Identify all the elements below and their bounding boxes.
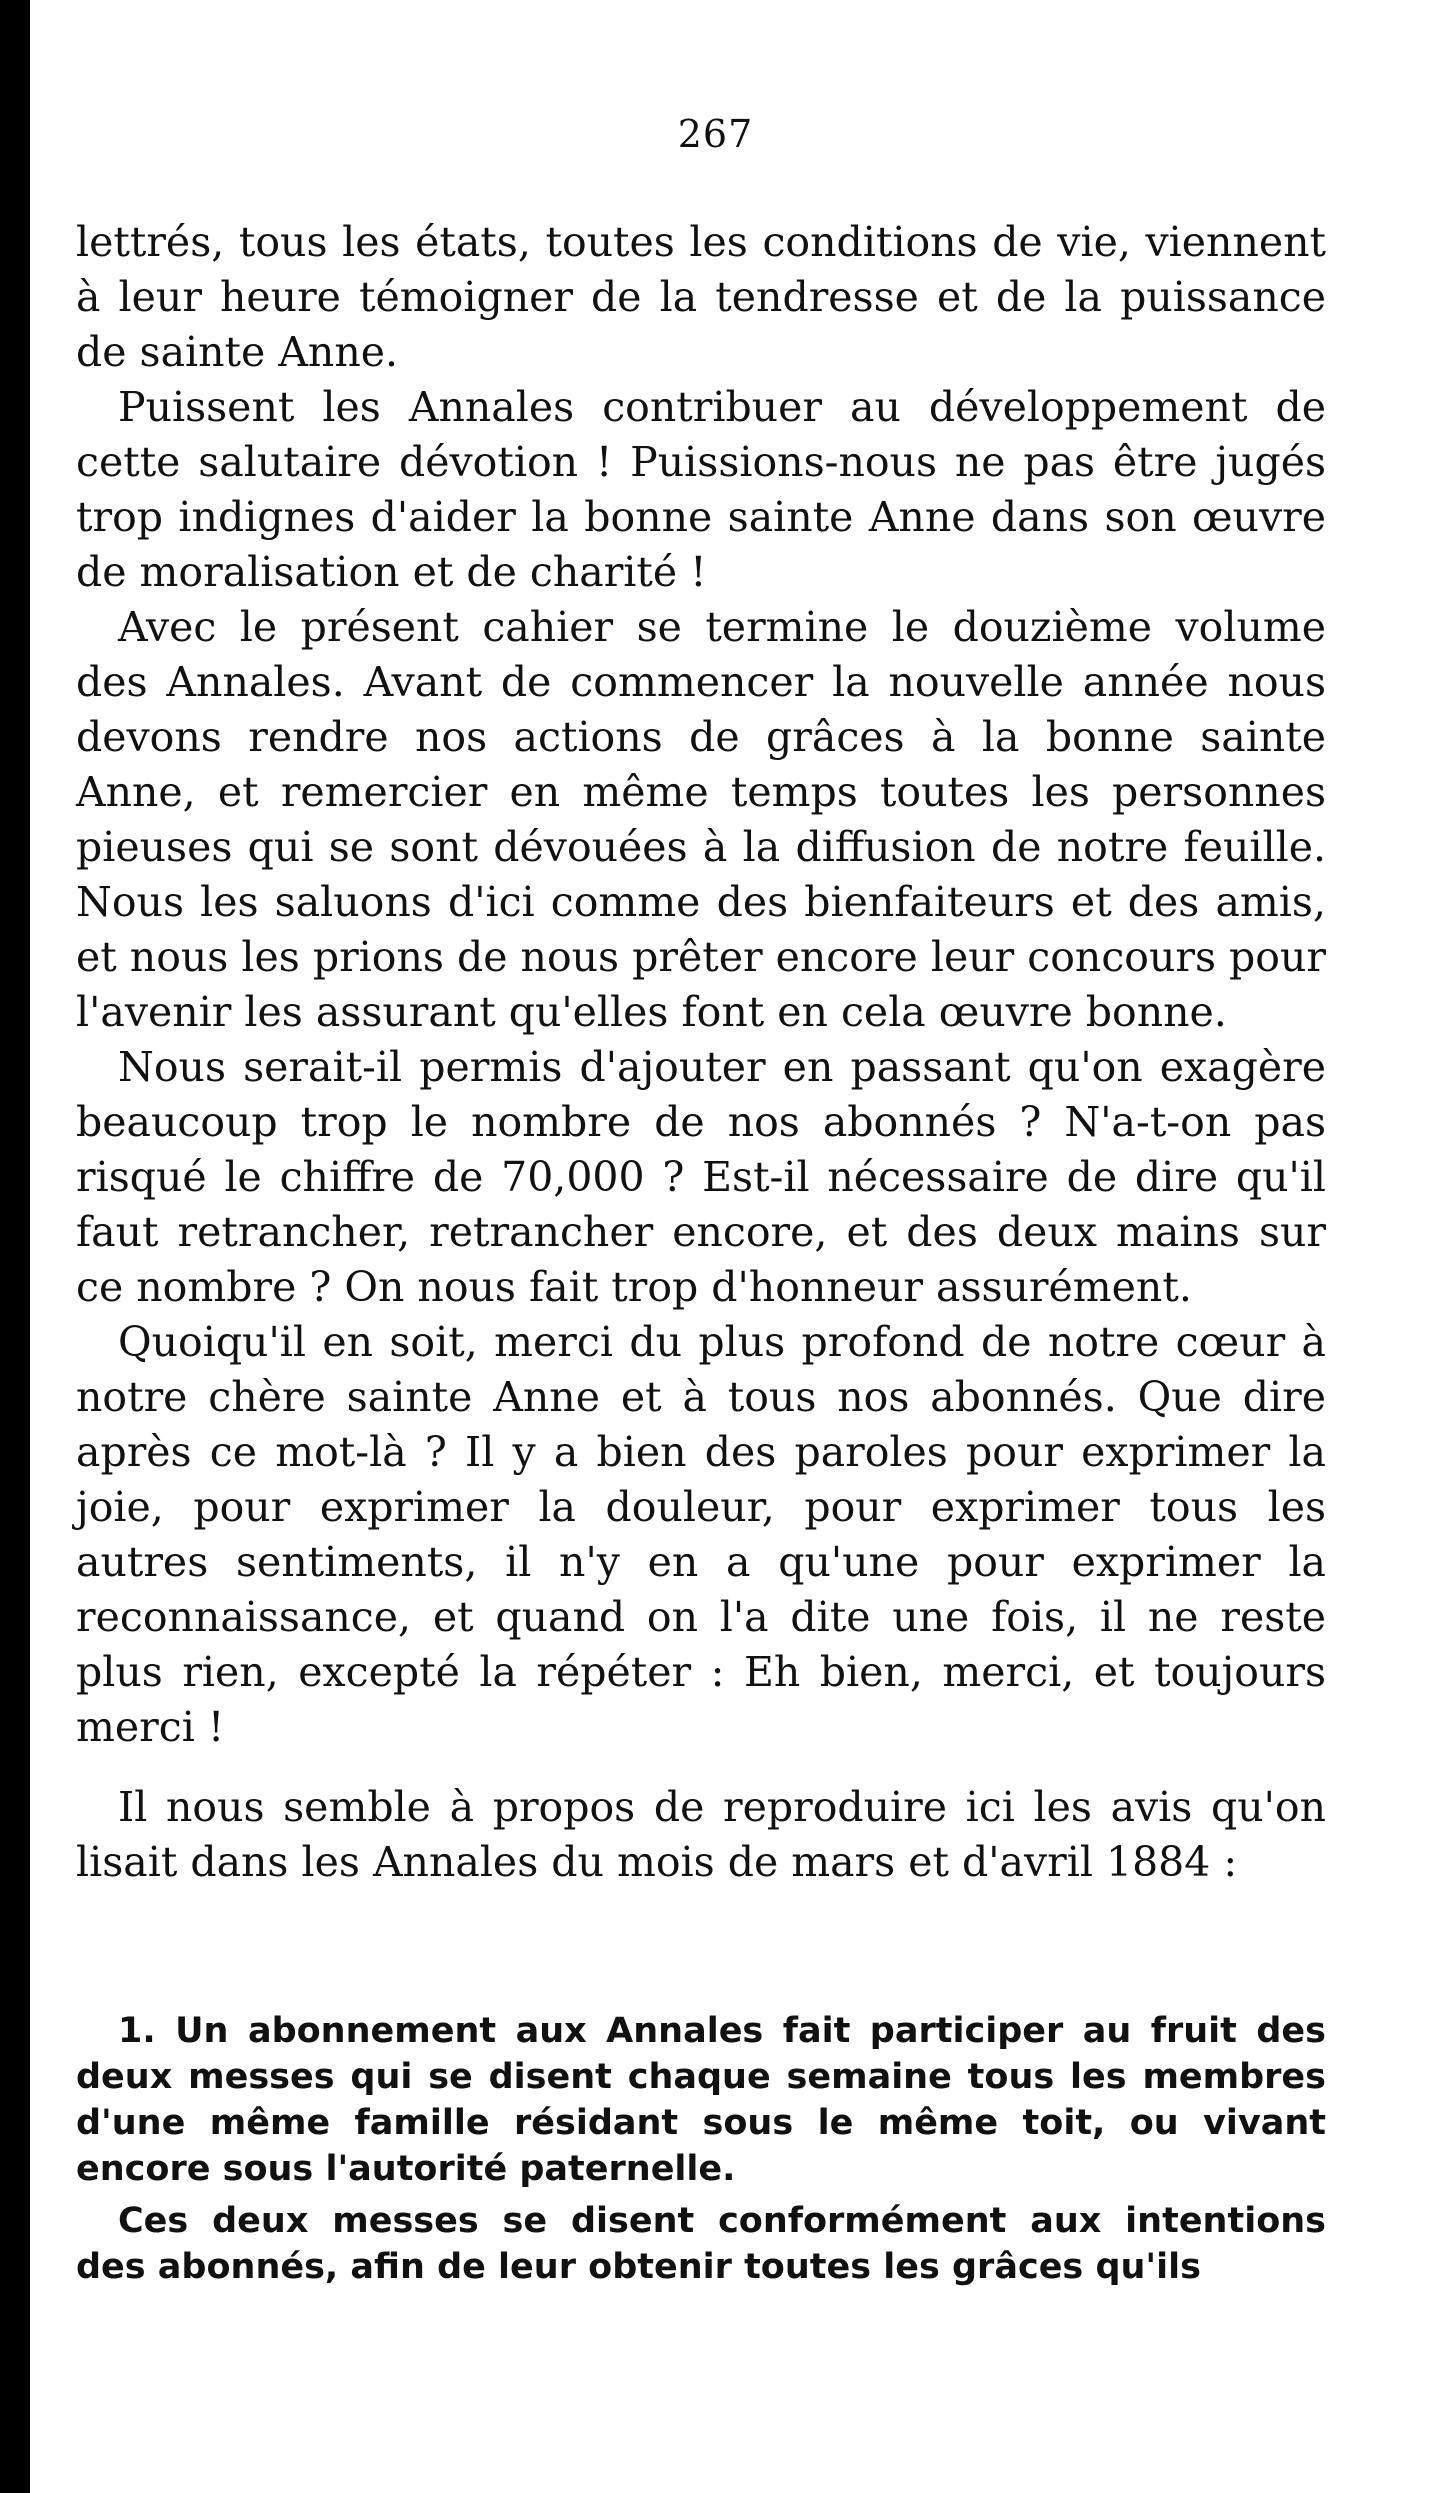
notice-item-1: 1. Un abonnement aux Annales fait participer au fruit des deux messes qui se disent chaque semaine tous les membres d'une même famille résidant sous le même toit, ou vivant encore sous l'autorité paternelle. [76, 2011, 1326, 2189]
paragraph-devotion: Puissent les Annales contribuer au développement de cette salutaire dévotion ! Puissions-nous ne pas être jugés trop indignes d'aider la bonne sainte Anne dans son œuvre de moralisation et de charité ! [76, 383, 1326, 596]
paragraph-continuation: lettrés, tous les états, toutes les conditions de vie, viennent à leur heure témoigner de la tendresse et de la puissance de sainte Anne. [76, 218, 1326, 376]
paragraph-subscribers: Nous serait-il permis d'ajouter en passant qu'on exagère beaucoup trop le nombre de nos abonnés ? N'a-t-on pas risqué le chiffre de 70,000 ? Est-il nécessaire de dire qu'il faut retrancher, retrancher encore, et des deux mains sur ce nombre ? On nous fait trop d'honneur assurément. [76, 1043, 1326, 1311]
paragraph-thanks: Quoiqu'il en soit, merci du plus profond de notre cœur à notre chère sainte Anne et à tous nos abonnés. Que dire après ce mot-là ? Il y a bien des paroles pour exprimer la joie, pour exprimer la douleur, pour exprimer tous les autres sentiments, il n'y en a qu'une pour exprimer la reconnaissance, et quand on l'a dite une fois, il ne reste plus rien, excepté la répéter : Eh bien, merci, et toujours merci ! [76, 1318, 1326, 1751]
page-number: 267 [677, 112, 754, 156]
paragraph-volume-end: Avec le présent cahier se termine le douzième volume des Annales. Avant de commencer la nouvelle année nous devons rendre nos actions de grâces à la bonne sainte Anne, et remercier en même temps toutes les personnes pieuses qui se sont dévouées à la diffusion de notre feuille. Nous les saluons d'ici comme des bienfaiteurs et des amis, et nous les prions de nous prêter encore leur concours pour l'avenir les assurant qu'elles font en cela œuvre bonne. [76, 603, 1326, 1036]
notice-block [76, 2008, 1326, 2290]
page-spine-shadow [0, 0, 30, 2493]
paragraph-notice-intro: Il nous semble à propos de reproduire ici les avis qu'on lisait dans les Annales du mois de mars et d'avril 1884 : [76, 1783, 1326, 1886]
main-text [76, 215, 1326, 1890]
notice-item-2: Ces deux messes se disent conformément aux intentions des abonnés, afin de leur obtenir toutes les grâces qu'ils [76, 2201, 1326, 2287]
